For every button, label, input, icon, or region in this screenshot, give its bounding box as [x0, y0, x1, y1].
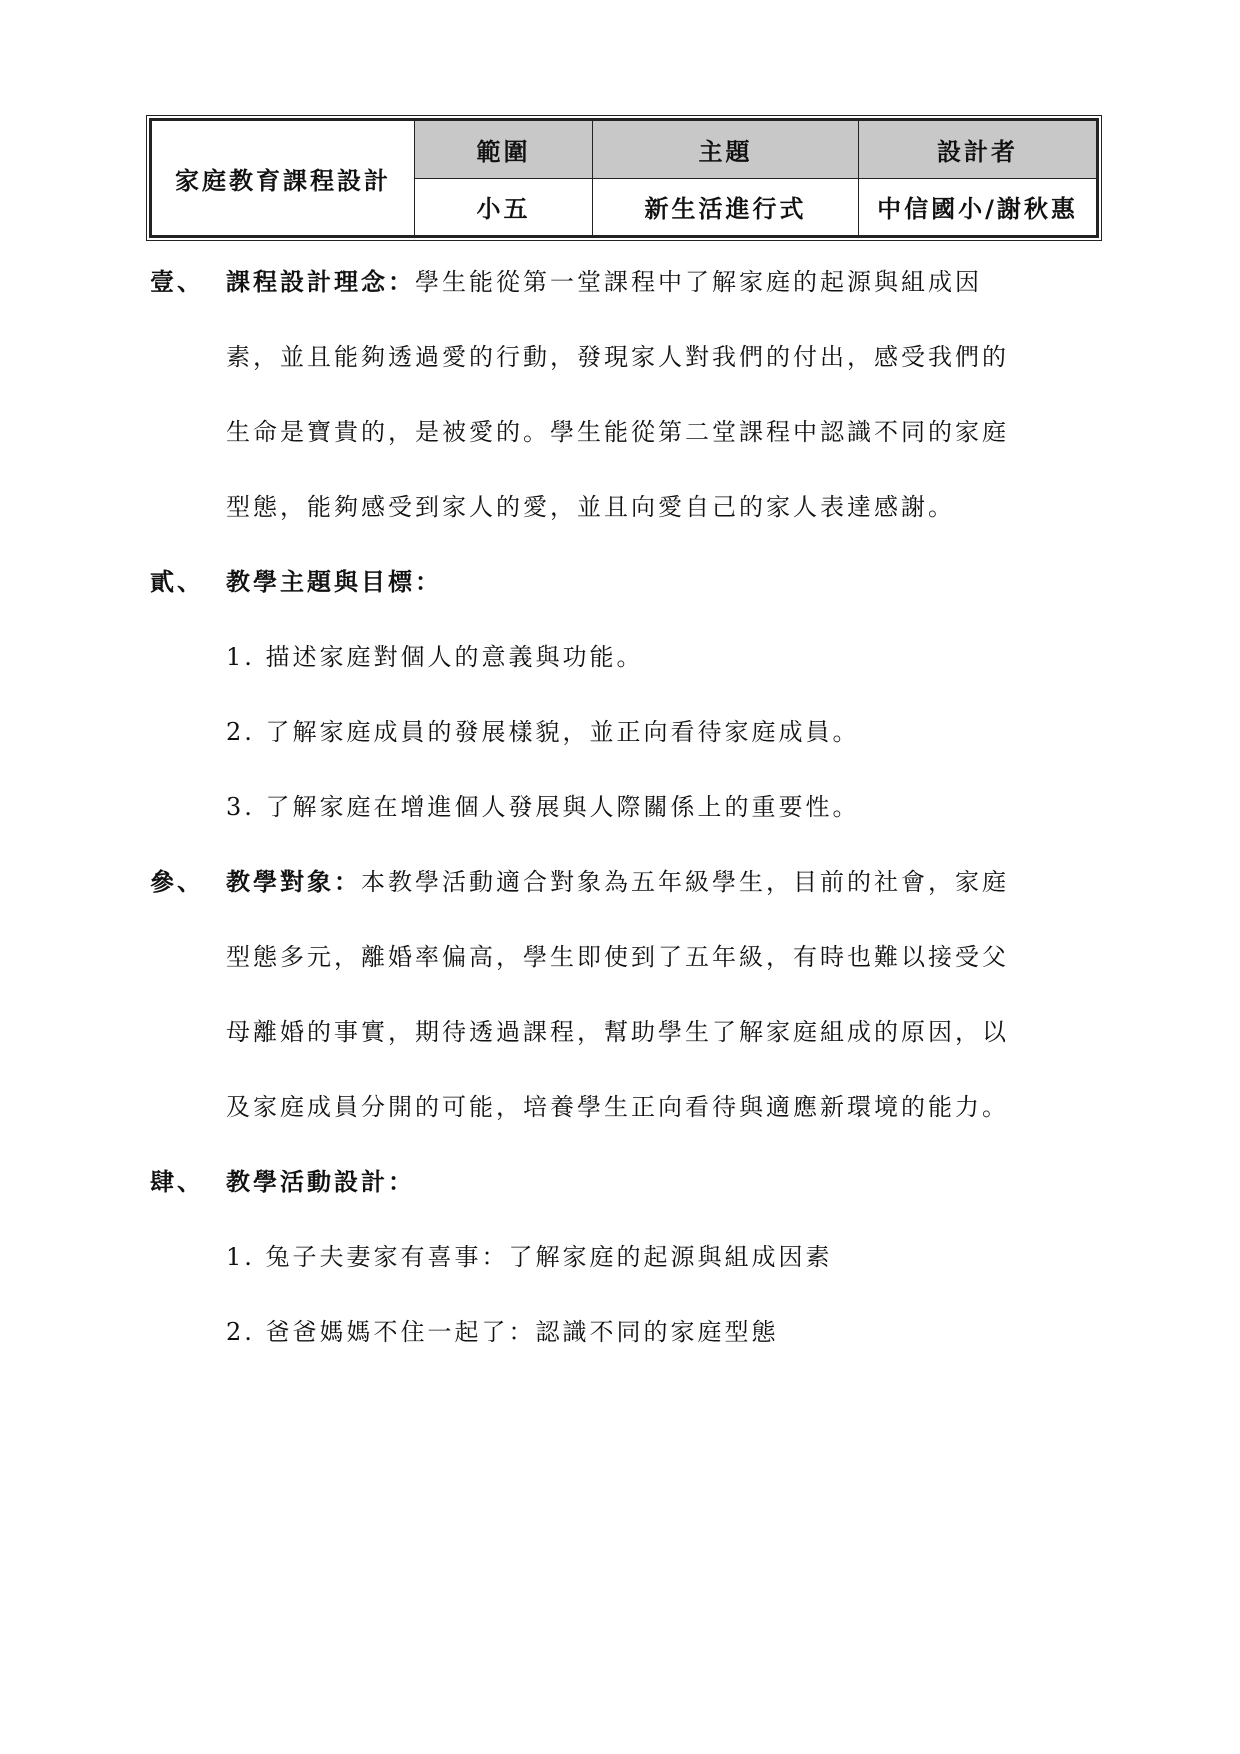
section-first-line [226, 262, 982, 297]
course-header-table [149, 118, 1099, 238]
section-number: 壹、 [150, 268, 204, 296]
paragraph-line: 型態多元，離婚率偏高，學生即使到了五年級，有時也難以接受父 [226, 943, 1009, 971]
paragraph-line: 生命是寶貴的，是被愛的。學生能從第二堂課程中認識不同的家庭 [226, 418, 1009, 446]
section-number: 參、 [150, 868, 204, 896]
section-number: 貳、 [150, 568, 204, 596]
section-first-line [226, 862, 1009, 897]
section-title: 課程設計理念： [226, 268, 415, 296]
topic-value-cell: 新生活進行式 [593, 178, 859, 237]
paragraph-line: 素，並且能夠透過愛的行動，發現家人對我們的付出，感受我們的 [226, 343, 1009, 371]
section-title: 教學主題與目標： [226, 568, 442, 596]
designer-value-cell: 中信國小/謝秋惠 [859, 178, 1098, 237]
paragraph-line: 及家庭成員分開的可能，培養學生正向看待與適應新環境的能力。 [226, 1093, 1009, 1121]
scope-value-cell: 小五 [415, 178, 593, 237]
list-item: 1. 兔子夫妻家有喜事：了解家庭的起源與組成因素 [226, 1243, 833, 1271]
list-item: 2. 爸爸媽媽不住一起了：認識不同的家庭型態 [226, 1318, 779, 1346]
course-title-cell: 家庭教育課程設計 [151, 120, 415, 237]
list-item: 3. 了解家庭在增進個人發展與人際關係上的重要性。 [226, 793, 860, 821]
paragraph-line: 學生能從第一堂課程中了解家庭的起源與組成因 [415, 268, 982, 296]
designer-label-cell: 設計者 [859, 120, 1098, 179]
paragraph-line: 母離婚的事實，期待透過課程，幫助學生了解家庭組成的原因，以 [226, 1018, 1009, 1046]
scope-label-cell: 範圍 [415, 120, 593, 179]
paragraph-line: 本教學活動適合對象為五年級學生，目前的社會，家庭 [361, 868, 1009, 896]
section-number: 肆、 [150, 1168, 204, 1196]
section-title: 教學對象： [226, 868, 361, 896]
header-row-labels [151, 120, 1098, 179]
topic-label-cell: 主題 [593, 120, 859, 179]
list-item: 2. 了解家庭成員的發展樣貌，並正向看待家庭成員。 [226, 718, 860, 746]
section-title: 教學活動設計： [226, 1168, 415, 1196]
list-item: 1. 描述家庭對個人的意義與功能。 [226, 643, 644, 671]
paragraph-line: 型態，能夠感受到家人的愛，並且向愛自己的家人表達感謝。 [226, 493, 955, 521]
